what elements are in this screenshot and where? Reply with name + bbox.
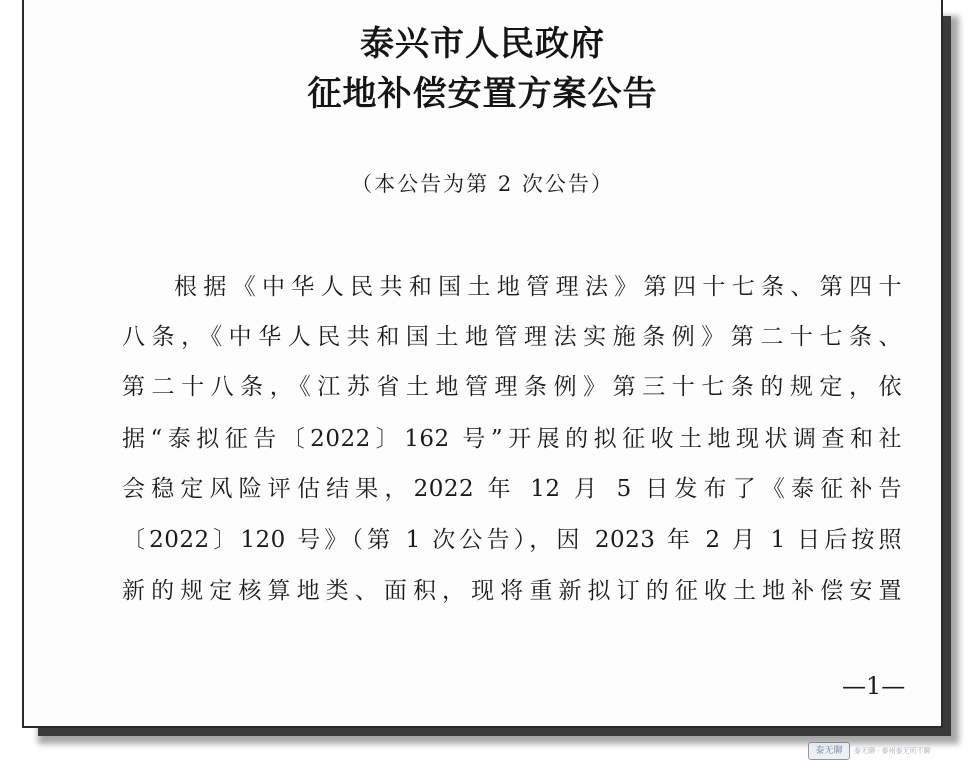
page-number: —1— xyxy=(842,672,906,700)
body-line-1: 根据《中华人民共和国土地管理法》第四十七条、第四十 xyxy=(174,274,902,300)
body-line-7: 新的规定核算地类、面积，现将重新拟订的征收土地补偿安置 xyxy=(122,578,902,604)
document-page xyxy=(22,0,943,728)
document-title-line2: 征地补偿安置方案公告 xyxy=(307,74,658,114)
watermark-caption: 泰无聊 · 泰州泰无所不聊 xyxy=(854,747,931,755)
document-title-line1: 泰兴市人民政府 xyxy=(360,24,605,64)
watermark-logo-icon: 泰无聊 xyxy=(808,742,850,760)
announcement-number-note: （本公告为第 2 次公告） xyxy=(351,172,614,196)
body-line-6: 〔2022〕120 号》（第 1 次公告），因 2023 年 2 月 1 日后按照 xyxy=(122,527,902,553)
body-line-2: 八条，《中华人民共和国土地管理法实施条例》第二十七条、 xyxy=(122,324,902,350)
body-line-4: 据“泰拟征告〔2022〕162 号”开展的拟征收土地现状调查和社 xyxy=(122,426,902,452)
watermark xyxy=(808,742,931,760)
body-line-5: 会稳定风险评估结果，2022 年 12 月 5 日发布了《泰征补告 xyxy=(122,476,902,502)
body-line-3: 第二十八条，《江苏省土地管理条例》第三十七条的规定，依 xyxy=(122,374,902,400)
